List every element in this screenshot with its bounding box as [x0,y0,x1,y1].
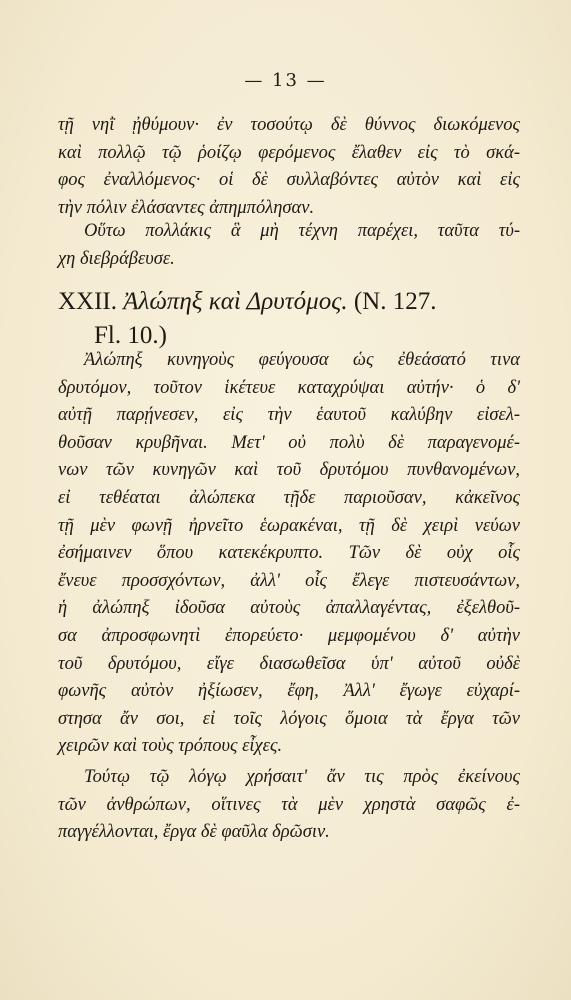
text-line: ἡ ἀλώπηξ ἰδοῦσα αὐτοὺς ἀπαλλαγέντας, ἐξελθοῦ- [58,598,520,619]
text-line: ἔνευε προσσχόντων, ἀλλ' οἷς ἔλεγε πιστευσάντων, [58,570,520,591]
paragraph-tunny-moral [58,218,520,273]
text-line: Ἀλώπηξ κυνηγοὺς φεύγουσα ὡς ἐθεάσατό τινα [84,350,520,370]
text-line: παγγέλλονται, ἔργα δὲ φαῦλα δρῶσιν. [58,822,330,843]
paragraph-tunny-ending [58,112,520,222]
paragraph-fox-woodcutter [58,347,520,761]
text-line: Οὕτω πολλάκις ἃ μὴ τέχνη παρέχει, ταῦτα τύ- [84,221,520,241]
text-line: θοῦσαν κρυβῆναι. Μετ' οὐ πολὺ δὲ παραγενομέ- [58,432,520,453]
text-line: καὶ πολλῷ τῷ ῥοίζῳ φερόμενος ἔλαθεν εἰς τὸ σκά- [58,142,520,163]
fable-number: XXII. [58,288,118,315]
text-line: εἰ τεθέαται ἀλώπεκα τῇδε παριοῦσαν, κἀκεῖνος [58,487,520,508]
text-line: δρυτόμον, τοῦτον ἱκέτευε καταχρύψαι αὐτήν· ὁ δ' [58,377,520,398]
text-line: τῇ νηῒ ᾐθύμουν· ἐν τοσούτῳ δὲ θύννος διωκόμενος [58,115,520,135]
text-line: τῶν ἀνθρώπων, οἵτινες τὰ μὲν χρηστὰ σαφῶς ἐ- [58,794,520,815]
fable-reference: (N. 127. [353,288,437,315]
paragraph-fox-moral [58,764,520,847]
fable-heading [58,285,520,353]
text-line: φωνῆς αὐτὸν ἠξίωσεν, ἔφη, Ἀλλ' ἔγωγε εὐχαρί- [58,681,520,702]
fable-reference-continued: Fl. 10.) [94,322,167,349]
text-line: χειρῶν καὶ τοὺς τρόπους εἶχες. [58,736,283,757]
text-line: ἐσήμαινεν ὅπου κατεκέκρυπτο. Τῶν δὲ οὐχ οἷς [58,543,520,564]
page-number: — 13 — [244,70,327,91]
text-line: φος ἐναλλόμενος· οἱ δὲ συλλαβόντες αὐτὸν καὶ εἰς [58,170,520,191]
text-line: τῇ μὲν φωνῇ ἠρνεῖτο ἑωρακέναι, τῇ δὲ χειρὶ νεύων [58,515,520,536]
text-line: νων τῶν κυνηγῶν καὶ τοῦ δρυτόμου πυνθανομένων, [58,460,520,481]
text-line: Τούτῳ τῷ λόγῳ χρήσαιτ' ἄν τις πρὸς ἐκείνους [84,767,520,787]
text-line: στησα ἄν σοι, εἰ τοῖς λόγοις ὅμοια τὰ ἔργα τῶν [58,708,520,729]
text-line: τοῦ δρυτόμου, εἴγε διασωθεῖσα ὑπ' αὐτοῦ οὐδὲ [58,653,520,674]
text-line: χη διεβράβευσε. [58,248,175,269]
text-line: σα ἀπροσφωνητὶ ἐπορεύετο· μεμφομένου δ' αὐτὴν [58,625,520,646]
fable-title: Ἀλώπηξ καὶ Δρυτόμος. [123,288,348,315]
text-line: τὴν πόλιν ἐλάσαντες ἀπημπόλησαν. [58,197,315,218]
text-line: αὐτῇ παρῄνεσεν, εἰς τὴν ἑαυτοῦ καλύβην εἰσελ- [58,405,520,426]
